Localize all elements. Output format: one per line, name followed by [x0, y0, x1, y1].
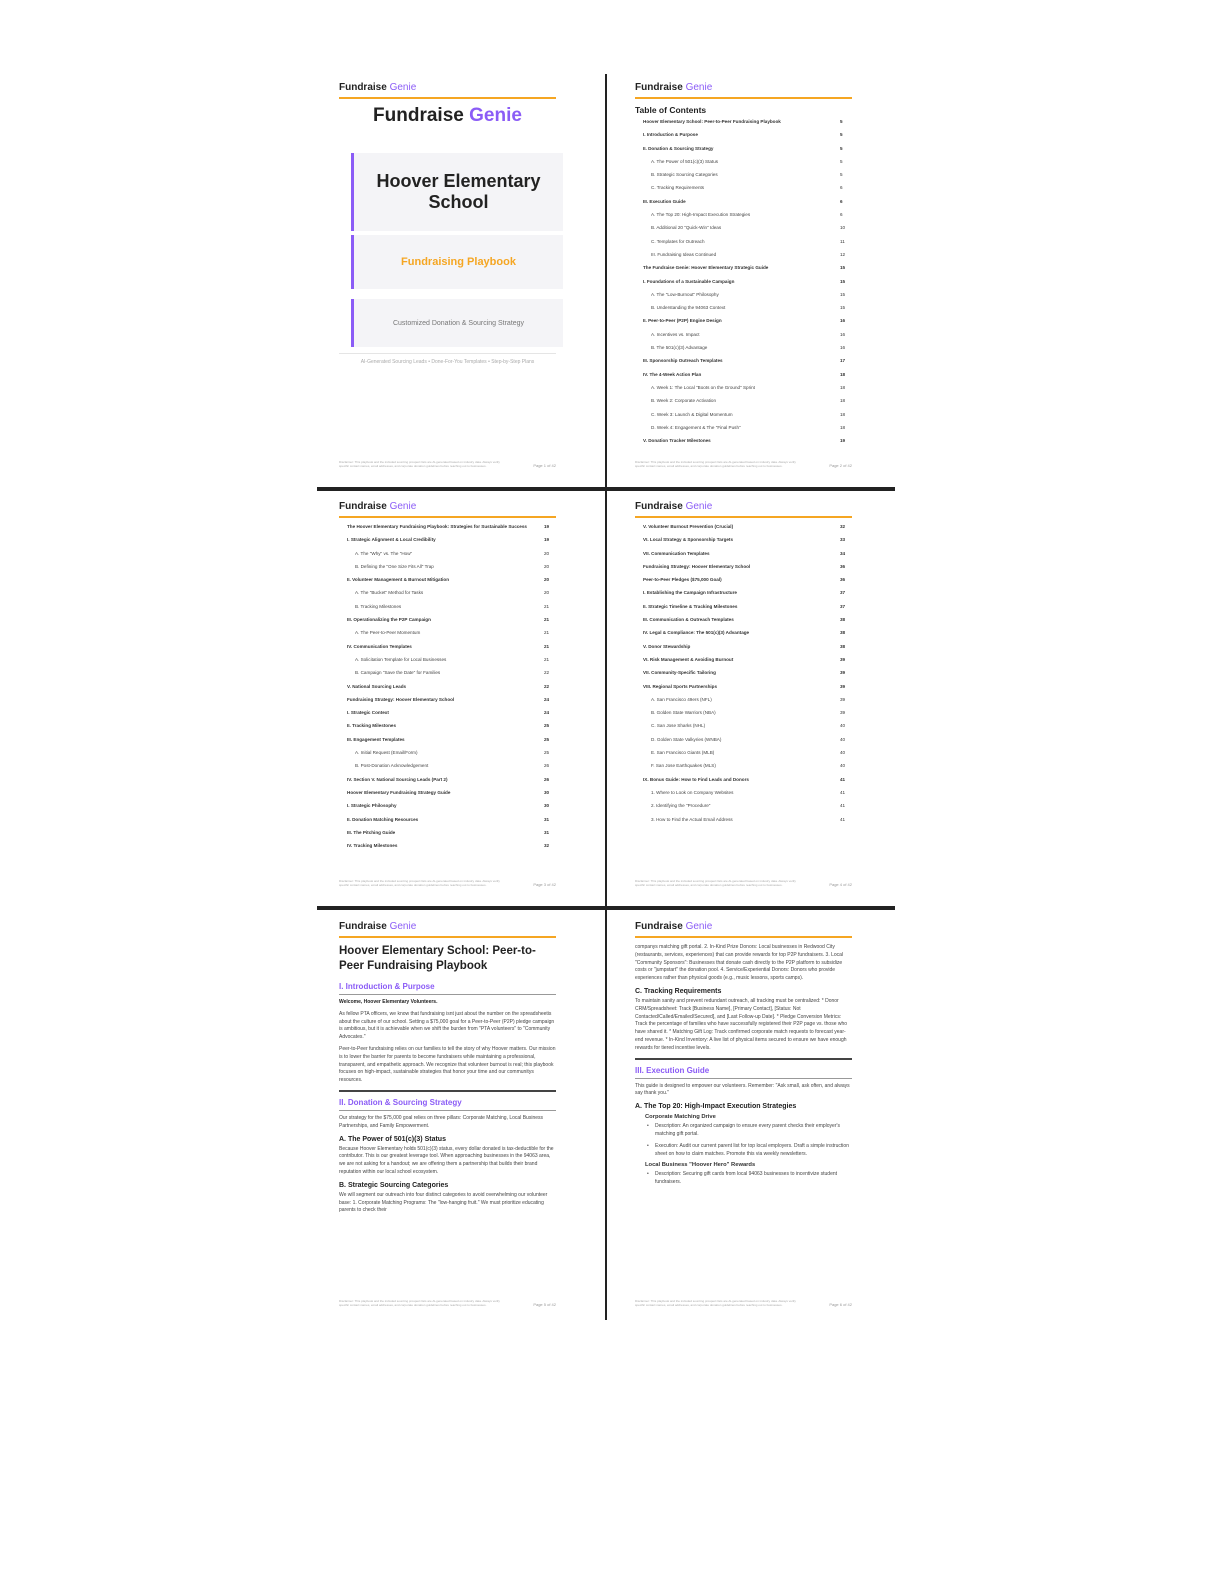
- toc-entry-page: 41: [840, 816, 846, 822]
- toc-entry[interactable]: [635, 146, 852, 159]
- toc-entry-page: 36: [840, 577, 846, 583]
- toc-entry-title: A. The Power of 501(c)(3) Status: [651, 158, 719, 164]
- toc-entry-page: 24: [544, 696, 550, 702]
- toc-entry[interactable]: [635, 159, 852, 172]
- toc-entry[interactable]: [339, 564, 556, 577]
- toc-entry-page: 26: [544, 776, 550, 782]
- toc-entry[interactable]: [635, 292, 852, 305]
- toc-entry-page: 18: [840, 371, 846, 377]
- toc-entry-page: 16: [840, 318, 846, 324]
- toc-entry-title: B. Post-Donation Acknowledgement: [355, 763, 429, 769]
- toc-entry-page: 15: [840, 278, 846, 284]
- toc-entry-page: 25: [544, 736, 550, 742]
- toc-entry[interactable]: [635, 670, 852, 683]
- paragraph: Because Hoover Elementary holds 501(c)(3) status, every dollar donated is tax-deductible for the contributor. This is our greatest leverage tool. When approaching businesses in the 94063 area, we are not asking for a handout; we are offering them a partnership that builds their brand reputation within our local school ecosystem.: [339, 1145, 554, 1175]
- toc-entry-page: 18: [840, 411, 846, 417]
- cover-title: Fundraise Genie: [373, 105, 522, 126]
- toc-entry-page: 21: [544, 603, 550, 609]
- toc-entry-page: 21: [544, 617, 550, 623]
- toc-entry-title: III. Engagement Templates: [347, 736, 405, 742]
- toc-entry-page: 5: [840, 119, 843, 124]
- page-footer: [635, 460, 852, 474]
- footer-disclaimer: Disclaimer: This playbook and the included sourcing prospect lists are AI-generated based on industry data. Always verify specific contact names, email addresses, and corporate donation guidelines before reaching out to businesses.: [635, 1299, 796, 1307]
- toc-entry-title: VII. Community-Specific Tailoring: [643, 670, 716, 676]
- toc-entry-title: III. Execution Guide: [643, 198, 686, 204]
- page-toc-3: [613, 501, 874, 899]
- toc-entry-page: 36: [840, 563, 846, 569]
- toc-entry-page: 40: [840, 736, 846, 742]
- toc-entry-page: 19: [544, 537, 550, 543]
- toc-entry[interactable]: [635, 318, 852, 331]
- toc-entry-title: B. Additional 20 "Quick-Win" Ideas: [651, 225, 722, 231]
- page-body-5: [317, 921, 578, 1319]
- toc-entry-page: 37: [840, 603, 846, 609]
- toc-entry-title: V. National Sourcing Leads: [347, 683, 407, 689]
- toc-entry-page: 5: [840, 158, 843, 164]
- toc-entry-page: 26: [544, 763, 550, 769]
- toc-entry-title: III. Operationalizing the P2P Campaign: [347, 617, 431, 623]
- toc-entry[interactable]: [339, 604, 556, 617]
- toc-entry-page: 5: [840, 172, 843, 178]
- toc-entry[interactable]: [635, 199, 852, 212]
- toc-entry-page: 25: [544, 723, 550, 729]
- footer-disclaimer: Disclaimer: This playbook and the included sourcing prospect lists are AI-generated based on industry data. Always verify specific contact names, email addresses, and corporate donation guidelines before reaching out to businesses.: [339, 460, 500, 468]
- toc-entry[interactable]: [635, 657, 852, 670]
- toc-entry-title: A. San Francisco 49ers (NFL): [651, 696, 712, 702]
- toc-entry[interactable]: [635, 577, 852, 590]
- toc-entry-title: B. Week 2: Corporate Activation: [651, 398, 717, 404]
- section-heading: II. Donation & Sourcing Strategy: [339, 1098, 556, 1111]
- toc-entry-title: A. Incentives vs. Impact: [651, 331, 700, 337]
- toc-entry-title: I. Strategic Context: [347, 710, 389, 716]
- toc-entry[interactable]: [339, 830, 556, 843]
- toc-entry-page: 22: [544, 683, 550, 689]
- toc-entry-title: III. Communication & Outreach Templates: [643, 617, 734, 623]
- page-number: Page 3 of 42: [533, 882, 556, 887]
- strategy-heading: Corporate Matching Drive: [645, 1114, 716, 1121]
- document-sheet: [317, 74, 895, 1320]
- toc-entry-page: 25: [544, 750, 550, 756]
- toc-entry-page: 40: [840, 763, 846, 769]
- toc-entry-page: 5: [840, 145, 843, 151]
- toc-entry[interactable]: [635, 590, 852, 603]
- toc-entry-page: 6: [840, 185, 843, 191]
- welcome-line: Welcome, Hoover Elementary Volunteers.: [339, 999, 438, 1005]
- toc-entry-title: II. Tracking Milestones: [347, 723, 397, 729]
- brand-header: Fundraise Genie: [339, 82, 556, 99]
- page-number: Page 4 of 42: [829, 882, 852, 887]
- toc-entry-page: 38: [840, 630, 846, 636]
- subsection-heading: A. The Power of 501(c)(3) Status: [339, 1135, 446, 1143]
- toc-entry-page: 39: [840, 670, 846, 676]
- toc-entry-title: I. Introduction & Purpose: [643, 132, 698, 138]
- toc-entry-page: 19: [544, 524, 550, 529]
- toc-entry-title: E. San Francisco Giants (MLB): [651, 750, 715, 756]
- section-divider: [635, 1058, 852, 1060]
- toc-entry[interactable]: [339, 737, 556, 750]
- toc-entry-title: B. Golden State Warriors (NBA): [651, 710, 716, 716]
- toc-entry-title: A. The "Why" vs. The "How": [355, 550, 413, 556]
- toc-entry[interactable]: [339, 577, 556, 590]
- page-number: Page 6 of 42: [829, 1302, 852, 1307]
- toc-entry-title: F. San Jose Earthquakes (MLS): [651, 763, 716, 769]
- toc-entry[interactable]: [339, 710, 556, 723]
- toc-entry-page: 30: [544, 789, 550, 795]
- toc-entry-page: 39: [840, 710, 846, 716]
- toc-entry-title: IV. The 4-Week Action Plan: [643, 371, 702, 377]
- toc-entry[interactable]: [635, 710, 852, 723]
- toc-entry[interactable]: [635, 644, 852, 657]
- toc-entry-title: II. Donation Matching Resources: [347, 816, 419, 822]
- bullet-item: • Description: Securing gift cards from local 94063 businesses to incentivize student fundraisers.: [647, 1171, 852, 1187]
- toc-entry-page: 32: [544, 843, 550, 849]
- toc-entry-page: 18: [840, 398, 846, 404]
- toc-entry[interactable]: [339, 657, 556, 670]
- toc-entry-title: Hoover Elementary Fundraising Strategy Guide: [347, 789, 451, 795]
- toc-entry-page: 41: [840, 789, 846, 795]
- toc-entry[interactable]: [339, 684, 556, 697]
- toc-entry-title: B. Defining the "One Size Fits All" Trap: [355, 563, 434, 569]
- page-footer: [339, 879, 556, 893]
- toc-entry-title: V. Donor Stewardship: [643, 643, 691, 649]
- toc-entry-title: II. Peer-to-Peer (P2P) Engine Design: [643, 318, 722, 324]
- toc-entry-title: B. Campaign "Save the Date" for Families: [355, 670, 441, 676]
- brand-header: Fundraise Genie: [339, 501, 556, 518]
- toc-entry[interactable]: [339, 843, 556, 856]
- toc-heading: Table of Contents: [635, 105, 707, 115]
- subsection-heading: A. The Top 20: High-Impact Execution Strategies: [635, 1103, 797, 1111]
- paragraph: This guide is designed to empower our volunteers. Remember: "Ask small, ask often, and always say thank you.": [635, 1082, 850, 1097]
- toc-entry-page: 30: [544, 803, 550, 809]
- toc-entry-page: 20: [544, 590, 550, 596]
- toc-entry[interactable]: [339, 723, 556, 736]
- page-number: Page 5 of 42: [533, 1302, 556, 1307]
- footer-disclaimer: Disclaimer: This playbook and the included sourcing prospect lists are AI-generated based on industry data. Always verify specific contact names, email addresses, and corporate donation guidelines before reaching out to businesses.: [339, 1299, 500, 1307]
- page-cover: [317, 82, 578, 480]
- toc-entry[interactable]: [635, 119, 852, 132]
- page-toc-1: [613, 82, 874, 480]
- toc-entry[interactable]: [635, 737, 852, 750]
- toc-entry-title: I. Strategic Alignment & Local Credibility: [347, 537, 436, 543]
- toc-entry[interactable]: [635, 564, 852, 577]
- toc-entry-title: 1. Where to Look on Company Websites: [651, 789, 734, 795]
- toc-entry-page: 31: [544, 829, 550, 835]
- toc-entry-title: C. Templates for Outreach: [651, 238, 705, 244]
- section-divider: [339, 1090, 556, 1092]
- toc-entry-title: VI. Local Strategy & Sponsorship Targets: [643, 537, 734, 543]
- toc-entry-title: VIII. Regional Sports Partnerships: [643, 683, 718, 689]
- page-number: Page 2 of 42: [829, 463, 852, 468]
- toc-entry-title: III. The Pitching Guide: [347, 829, 396, 835]
- toc-entry[interactable]: [339, 617, 556, 630]
- toc-entry[interactable]: [339, 777, 556, 790]
- toc-entry[interactable]: [635, 723, 852, 736]
- toc-entry[interactable]: [635, 358, 852, 371]
- toc-entry-title: A. Week 1: The Local "Boots on the Ground" Sprint: [651, 384, 755, 390]
- school-name: Hoover Elementary School: [351, 153, 563, 231]
- bullet-item: • Execution: Audit our current parent list for top local employers. Draft a simple instruction sheet on how to claim matches. Promote this via weekly newsletters.: [647, 1143, 852, 1159]
- toc-entry-title: III. Sponsorship Outreach Templates: [643, 358, 723, 364]
- cover-tagline: Customized Donation & Sourcing Strategy: [351, 299, 563, 347]
- toc-entry-page: 6: [840, 198, 843, 204]
- toc-entry-title: IV. Communication Templates: [347, 643, 412, 649]
- toc-entry-title: II. Donation & Sourcing Strategy: [643, 145, 714, 151]
- toc-entry-page: 20: [544, 563, 550, 569]
- playbook-subtitle: Fundraising Playbook: [351, 235, 563, 289]
- row-divider: [317, 906, 895, 910]
- toc-entry-title: The Fundraise Genie: Hoover Elementary Strategic Guide: [643, 265, 769, 271]
- section-heading: I. Introduction & Purpose: [339, 982, 556, 995]
- toc-entry[interactable]: [635, 425, 852, 438]
- toc-entry[interactable]: [635, 225, 852, 238]
- toc-entry[interactable]: [635, 252, 852, 265]
- toc-entry-title: A. The Peer-to-Peer Momentum: [355, 630, 421, 636]
- toc-entry[interactable]: [635, 345, 852, 358]
- toc-entry[interactable]: [635, 803, 852, 816]
- brand-header: Fundraise Genie: [635, 921, 852, 938]
- toc-entry-page: 20: [544, 577, 550, 583]
- toc-entry[interactable]: [635, 790, 852, 803]
- paragraph: Peer-to-Peer fundraising relies on our families to tell the story of why Hoover matters. Our mission is to lower the barrier for parents to become fundraisers while maintaining a professional, transparent, and empathetic approach. We recognize that volunteer burnout is real; this playbook focuses on high-impact, sustainable strategies that honor your time and our communitys resources.: [339, 1045, 556, 1084]
- toc-entry[interactable]: [635, 279, 852, 292]
- brand-header: Fundraise Genie: [635, 82, 852, 99]
- toc-entry[interactable]: [339, 750, 556, 763]
- toc-entry[interactable]: [635, 817, 852, 830]
- toc-entry[interactable]: [635, 372, 852, 385]
- toc-entry-page: 18: [840, 384, 846, 390]
- page-footer: [339, 1299, 556, 1313]
- toc-entry[interactable]: [339, 644, 556, 657]
- toc-entry[interactable]: [635, 212, 852, 225]
- toc-entry-title: II. Volunteer Management & Burnout Mitigation: [347, 577, 449, 583]
- toc-entry-page: 24: [544, 710, 550, 716]
- page-footer: [339, 460, 556, 474]
- toc-entry-title: IX. Bonus Guide: How to Find Leads and Donors: [643, 776, 749, 782]
- toc-entry-page: 32: [840, 524, 846, 529]
- column-divider: [605, 74, 607, 1320]
- toc-list: [635, 524, 852, 830]
- toc-entry-page: 41: [840, 776, 846, 782]
- toc-entry-title: A. The Top 20: High-Impact Execution Strategies: [651, 212, 751, 218]
- toc-entry-title: I. Foundations of a Sustainable Campaign: [643, 278, 735, 284]
- toc-entry-page: 39: [840, 683, 846, 689]
- cover-footer-tags: AI-Generated Sourcing Leads • Done-For-You Templates • Step-by-Step Plans: [339, 353, 556, 365]
- toc-entry[interactable]: [635, 617, 852, 630]
- toc-entry-title: I. Strategic Philosophy: [347, 803, 397, 809]
- toc-entry-page: 5: [840, 132, 843, 138]
- toc-entry-page: 15: [840, 291, 846, 297]
- toc-entry-page: 17: [840, 358, 846, 364]
- toc-entry-title: The Hoover Elementary Fundraising Playbook: Strategies for Sustainable Success: [347, 524, 527, 529]
- toc-entry[interactable]: [635, 604, 852, 617]
- toc-entry-title: B. Tracking Milestones: [355, 603, 402, 609]
- toc-entry[interactable]: [339, 803, 556, 816]
- toc-entry-title: C. San Jose Sharks (NHL): [651, 723, 706, 729]
- toc-entry-page: 39: [840, 656, 846, 662]
- toc-entry[interactable]: [339, 697, 556, 710]
- subsection-heading: B. Strategic Sourcing Categories: [339, 1181, 449, 1189]
- toc-entry-title: 3. How to Find the Actual Email Address: [651, 816, 733, 822]
- toc-entry[interactable]: [635, 750, 852, 763]
- page-number: Page 1 of 42: [533, 463, 556, 468]
- toc-entry[interactable]: [635, 265, 852, 278]
- toc-entry-page: 15: [840, 265, 846, 271]
- toc-entry-title: III. Fundraising Ideas Continued: [651, 251, 717, 257]
- section-heading: III. Execution Guide: [635, 1066, 852, 1079]
- toc-entry-page: 31: [544, 816, 550, 822]
- toc-entry[interactable]: [635, 551, 852, 564]
- toc-entry-title: A. The "Low-Burnout" Philosophy: [651, 291, 719, 297]
- toc-entry[interactable]: [635, 438, 852, 451]
- toc-entry[interactable]: [635, 239, 852, 252]
- toc-entry-page: 6: [840, 212, 843, 218]
- toc-entry[interactable]: [339, 524, 556, 537]
- row-divider: [317, 487, 895, 491]
- footer-disclaimer: Disclaimer: This playbook and the included sourcing prospect lists are AI-generated based on industry data. Always verify specific contact names, email addresses, and corporate donation guidelines before reaching out to businesses.: [339, 879, 500, 887]
- toc-entry[interactable]: [339, 537, 556, 550]
- toc-entry[interactable]: [339, 551, 556, 564]
- toc-entry[interactable]: [635, 398, 852, 411]
- toc-entry-title: Fundraising Strategy: Hoover Elementary School: [347, 696, 455, 702]
- toc-entry-page: 39: [840, 696, 846, 702]
- toc-entry-title: A. Initial Request (Email/Form): [355, 750, 418, 756]
- toc-entry-page: 37: [840, 590, 846, 596]
- page-footer: [635, 1299, 852, 1313]
- toc-entry[interactable]: [635, 777, 852, 790]
- toc-entry-title: IV. Legal & Compliance: The 501(c)(3) Advantage: [643, 630, 750, 636]
- toc-entry[interactable]: [635, 763, 852, 776]
- toc-entry-page: 10: [840, 225, 846, 231]
- toc-entry[interactable]: [339, 630, 556, 643]
- toc-entry-title: A. The "Bucket" Method for Tasks: [355, 590, 424, 596]
- toc-entry[interactable]: [635, 172, 852, 185]
- toc-entry-title: D. Week 4: Engagement & The "Final Push": [651, 424, 741, 430]
- toc-entry-title: VI. Risk Management & Avoiding Burnout: [643, 656, 734, 662]
- toc-entry-title: A. Solicitation Template for Local Businesses: [355, 656, 447, 662]
- toc-entry-title: II. Strategic Timeline & Tracking Milestones: [643, 603, 738, 609]
- toc-entry[interactable]: [635, 132, 852, 145]
- toc-entry-title: B. Understanding the 94063 Context: [651, 305, 726, 311]
- toc-entry-page: 12: [840, 251, 846, 257]
- toc-list: [635, 119, 852, 451]
- toc-entry-page: 18: [840, 424, 846, 430]
- toc-entry-title: Fundraising Strategy: Hoover Elementary School: [643, 563, 751, 569]
- paragraph: To maintain sanity and prevent redundant outreach, all tracking must be centralized: * Donor CRM/Spreadsheet: Track [Business Name], [Primary Contact], [Status: Not Contacted/Called/Emailed/Secured], and [Last Follow-up Date]. * Pledge Conversion Metrics: Track the percentage of families who have successfully registered their P2P page vs. those who have shared it. * Matching Gift Log: Track confirmed corporate match requests to forecast year-end revenue. * In-Kind Inventory: A live list of physical items secured to ensure we have enough rewards for tiered incentive levels.: [635, 997, 848, 1051]
- toc-entry[interactable]: [635, 537, 852, 550]
- toc-entry-page: 20: [544, 550, 550, 556]
- brand-header: Fundraise Genie: [635, 501, 852, 518]
- strategy-heading: Local Business "Hoover Hero" Rewards: [645, 1162, 756, 1169]
- toc-entry-title: C. Tracking Requirements: [651, 185, 705, 191]
- toc-entry-title: B. Strategic Sourcing Categories: [651, 172, 718, 178]
- toc-entry[interactable]: [635, 412, 852, 425]
- toc-entry-page: 19: [840, 438, 846, 444]
- footer-disclaimer: Disclaimer: This playbook and the included sourcing prospect lists are AI-generated based on industry data. Always verify specific contact names, email addresses, and corporate donation guidelines before reaching out to businesses.: [635, 879, 796, 887]
- toc-entry-page: 16: [840, 345, 846, 351]
- toc-entry-page: 16: [840, 331, 846, 337]
- page-footer: [635, 879, 852, 893]
- toc-entry[interactable]: [339, 817, 556, 830]
- toc-entry-page: 38: [840, 643, 846, 649]
- toc-entry-page: 22: [544, 670, 550, 676]
- page-body-6: [613, 921, 874, 1319]
- toc-entry[interactable]: [635, 385, 852, 398]
- toc-entry-title: I. Establishing the Campaign Infrastructure: [643, 590, 737, 596]
- toc-entry-page: 40: [840, 750, 846, 756]
- brand-header: Fundraise Genie: [339, 921, 556, 938]
- bullet-item: • Description: An organized campaign to ensure every parent checks their employer's matching gift portal.: [647, 1123, 852, 1139]
- toc-entry-page: 33: [840, 537, 846, 543]
- document-title: Hoover Elementary School: Peer-to-Peer Fundraising Playbook: [339, 945, 536, 972]
- toc-entry[interactable]: [635, 630, 852, 643]
- toc-entry-page: 21: [544, 656, 550, 662]
- toc-entry[interactable]: [635, 305, 852, 318]
- toc-entry-title: VII. Communication Templates: [643, 550, 710, 556]
- toc-entry[interactable]: [635, 697, 852, 710]
- toc-entry[interactable]: [339, 670, 556, 683]
- paragraph: We will segment our outreach into four distinct categories to avoid overwhelming our volunteer base: 1. Corporate Matching Programs: The "low-hanging fruit." We must prioritize educating parents to check their: [339, 1191, 548, 1214]
- footer-disclaimer: Disclaimer: This playbook and the included sourcing prospect lists are AI-generated based on industry data. Always verify specific contact names, email addresses, and corporate donation guidelines before reaching out to businesses.: [635, 460, 796, 468]
- toc-entry-title: D. Golden State Valkyries (WNBA): [651, 736, 722, 742]
- toc-entry-page: 41: [840, 803, 846, 809]
- toc-entry[interactable]: [635, 332, 852, 345]
- paragraph: Our strategy for the $75,000 goal relies on three pillars: Corporate Matching, Local Business Partnerships, and Family Empowerment.: [339, 1114, 543, 1129]
- paragraph: companys matching gift portal. 2. In-Kind Prize Donors: Local businesses in Redwood City (restaurants, services, experiences) that can provide rewards for top P2P fundraisers. 3. Local "Community Sponsors": Businesses that donate cash directly to the P2P platform to subsidize costs or "jumpstart" the donation pool. 4. Service/Experiential Donors: Donors who provide experiences rather than physical goods (e.g., music lessons, sports camps).: [635, 944, 844, 982]
- toc-entry-page: 34: [840, 550, 846, 556]
- toc-entry-title: 2. Identifying the "Procedure": [651, 803, 711, 809]
- toc-entry-title: IV. Section V. National Sourcing Leads (Part 2): [347, 776, 448, 782]
- toc-entry[interactable]: [635, 524, 852, 537]
- toc-entry-title: IV. Tracking Milestones: [347, 843, 398, 849]
- toc-entry-page: 21: [544, 630, 550, 636]
- toc-entry[interactable]: [339, 790, 556, 803]
- subsection-heading: C. Tracking Requirements: [635, 987, 722, 995]
- toc-entry[interactable]: [339, 590, 556, 603]
- toc-entry-page: 21: [544, 643, 550, 649]
- toc-entry-title: B. The 501(c)(3) Advantage: [651, 345, 708, 351]
- toc-entry-page: 11: [840, 238, 845, 244]
- toc-entry-page: 38: [840, 617, 846, 623]
- toc-entry-page: 40: [840, 723, 846, 729]
- paragraph: As fellow PTA officers, we know that fundraising isnt just about the number on the spreadsheetis about the culture of our school. Setting a $75,000 goal for a Peer-to-Peer (P2P) pledge campaign is ambitious, but it is achievable when we shift the burden from "PTA volunteers" to "Community Advocates.": [339, 1010, 555, 1041]
- page-toc-2: [317, 501, 578, 899]
- toc-entry-title: V. Donation Tracker Milestones: [643, 438, 711, 444]
- toc-entry-title: Peer-to-Peer Pledges ($75,000 Goal): [643, 577, 722, 583]
- toc-list: [339, 524, 556, 856]
- toc-entry[interactable]: [339, 763, 556, 776]
- toc-entry[interactable]: [635, 185, 852, 198]
- toc-entry[interactable]: [635, 684, 852, 697]
- toc-entry-title: Hoover Elementary School: Peer-to-Peer Fundraising Playbook: [643, 119, 781, 124]
- toc-entry-title: C. Week 3: Launch & Digital Momentum: [651, 411, 733, 417]
- toc-entry-title: V. Volunteer Burnout Prevention (Crucial): [643, 524, 734, 529]
- toc-entry-page: 15: [840, 305, 846, 311]
